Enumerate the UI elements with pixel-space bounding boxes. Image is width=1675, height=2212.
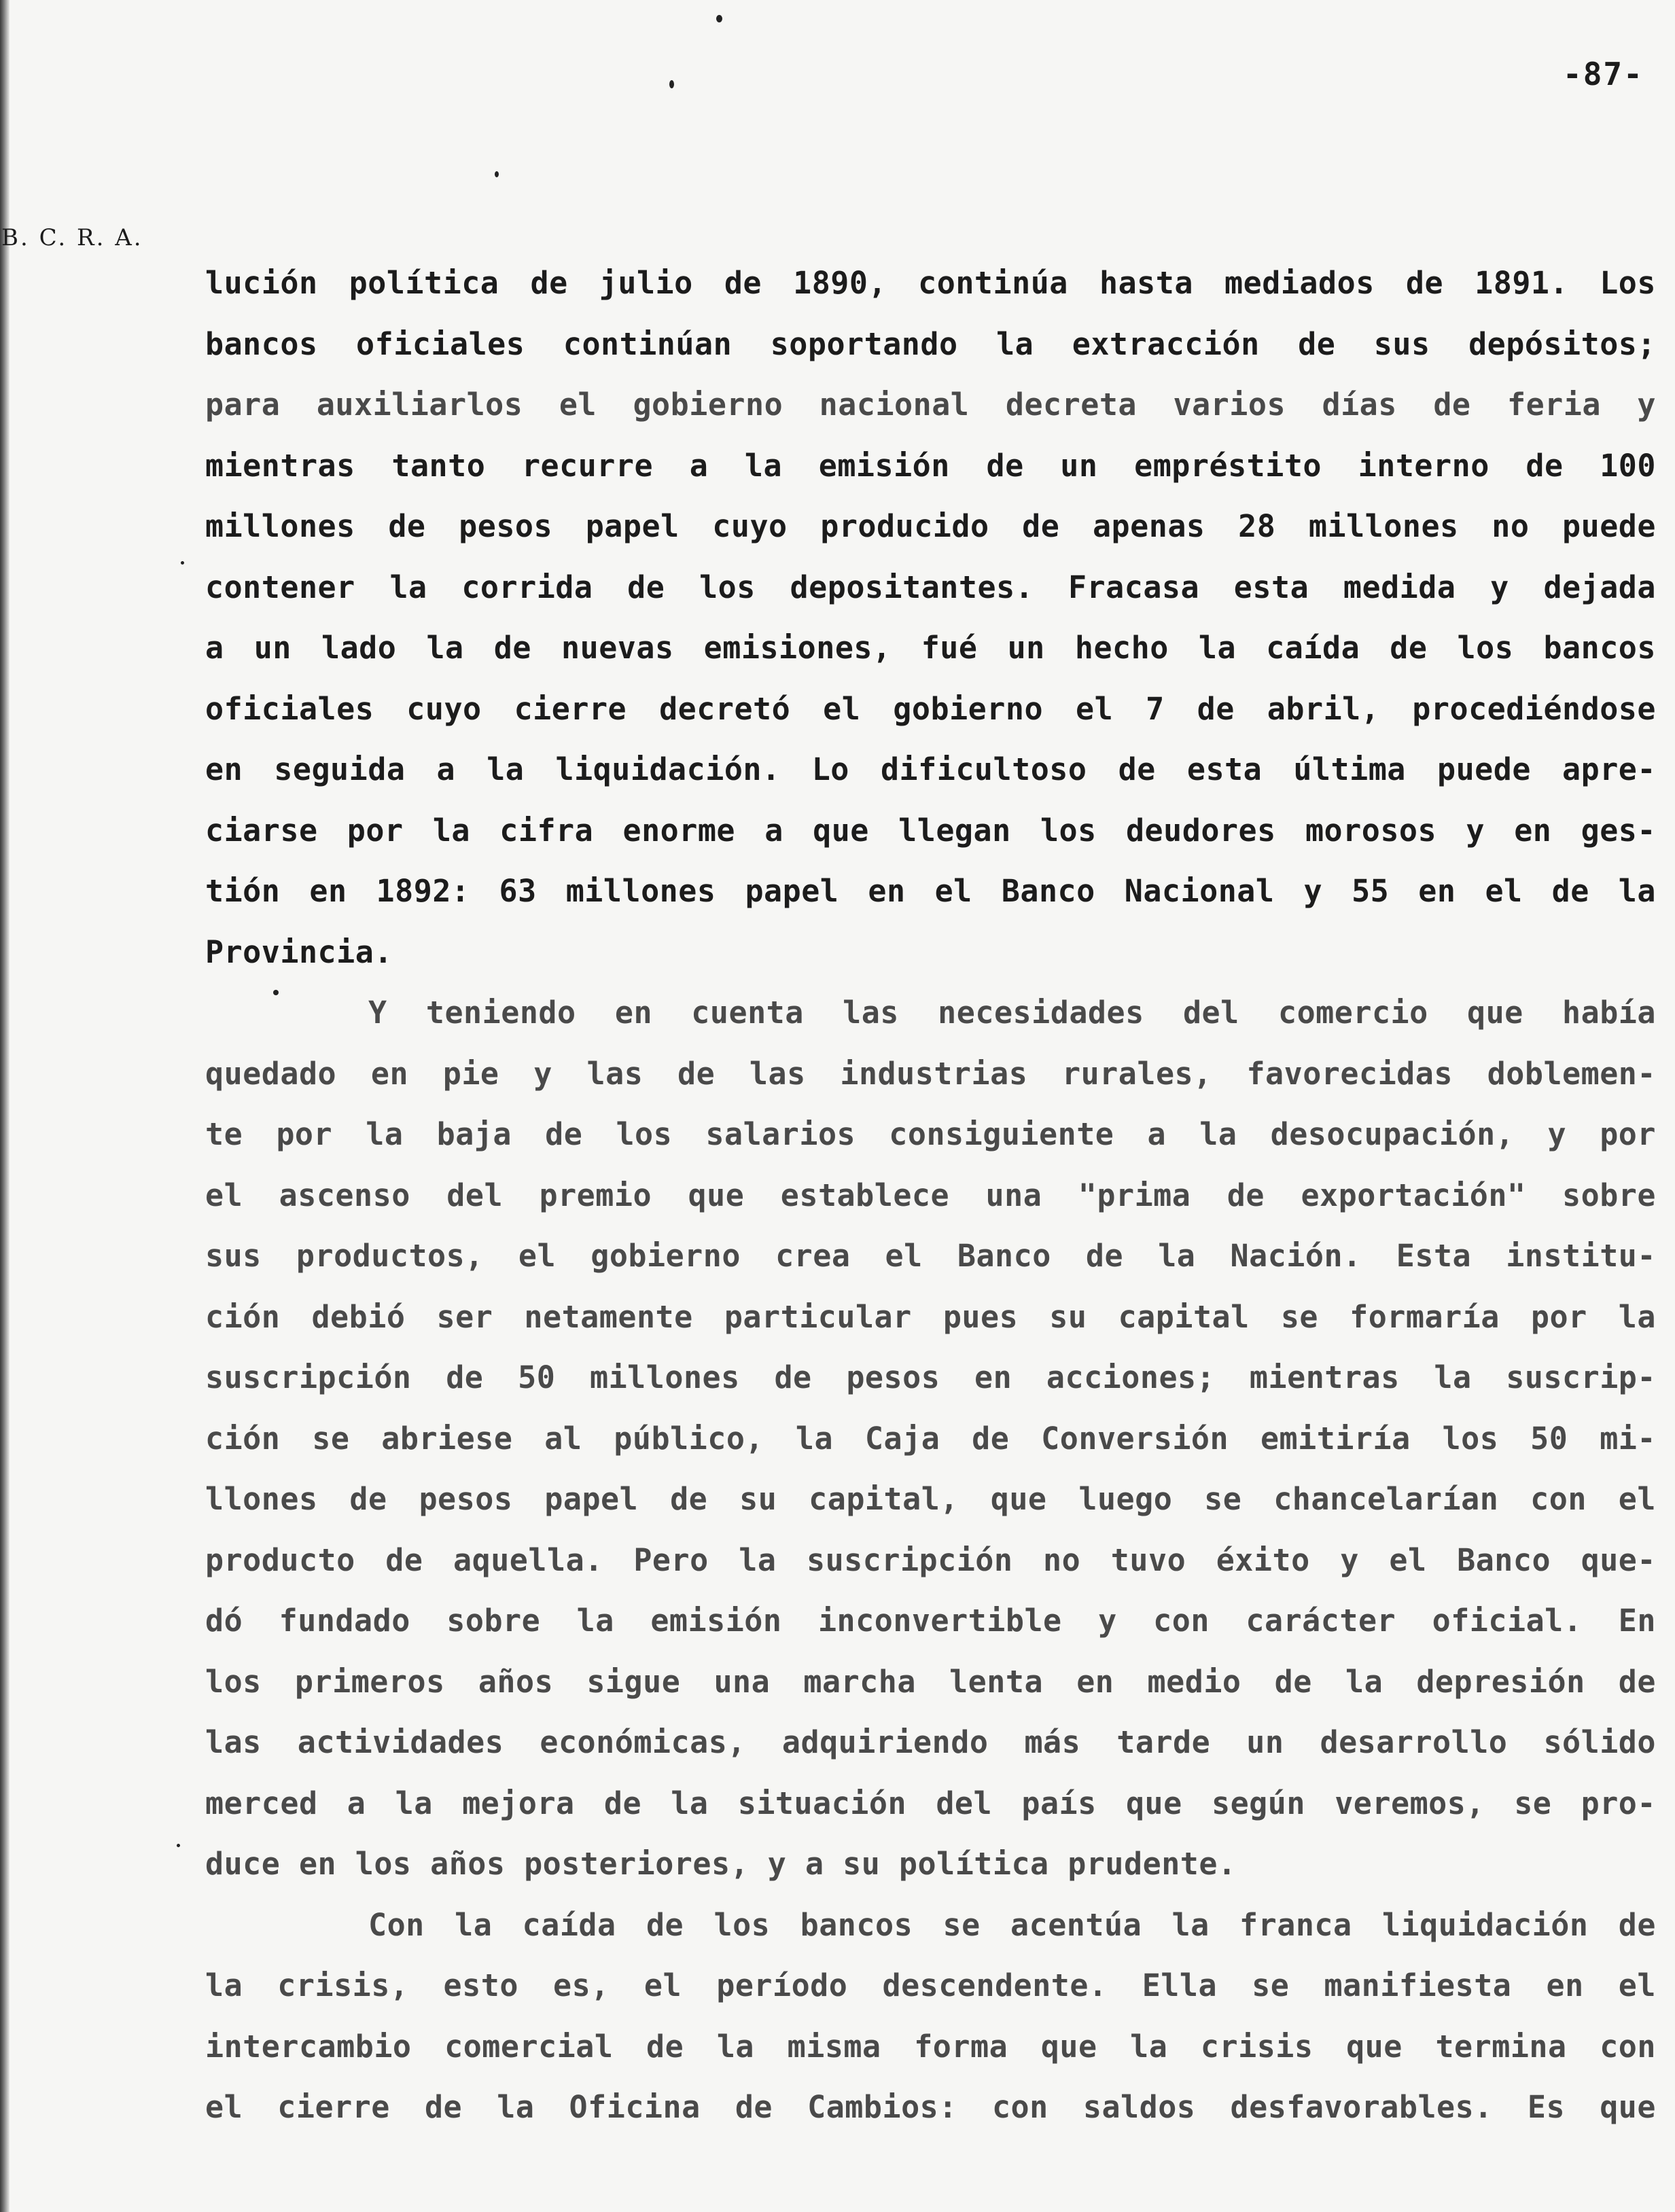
ink-speck	[716, 15, 722, 22]
text-line: ción se abriese al público, la Caja de Conversión emitiría los 50 mi-	[205, 1420, 1656, 1457]
text-line: a un lado la de nuevas emisiones, fué un hecho la caída de los bancos	[205, 630, 1656, 666]
text-line: los primeros años sigue una marcha lenta en medio de la depresión de	[205, 1663, 1656, 1700]
page-number: -87-	[1563, 56, 1644, 92]
text-line: intercambio comercial de la misma forma que la crisis que termina con	[205, 2028, 1656, 2065]
ink-speck	[669, 80, 674, 88]
text-line: el ascenso del premio que establece una "prima de exportación" sobre	[205, 1177, 1656, 1213]
ink-speck	[177, 1844, 180, 1847]
text-line: Con la caída de los bancos se acentúa la franca liquidación de	[368, 1906, 1656, 1943]
text-line: para auxiliarlos el gobierno nacional decreta varios días de feria y	[205, 387, 1656, 423]
text-line: las actividades económicas, adquiriendo más tarde un desarrollo sólido	[205, 1724, 1656, 1760]
margin-stamp: B. C. R. A.	[1, 224, 143, 251]
ink-speck	[495, 171, 499, 177]
text-line: te por la baja de los salarios consiguiente a la desocupación, y por	[205, 1116, 1656, 1152]
ink-speck	[181, 561, 184, 565]
body-text	[205, 253, 1656, 2138]
text-line: oficiales cuyo cierre decretó el gobierno el 7 de abril, procediéndose	[205, 690, 1656, 727]
text-line: en seguida a la liquidación. Lo dificultoso de esta última puede apre-	[205, 751, 1656, 787]
text-line: contener la corrida de los depositantes. Fracasa esta medida y dejada	[205, 569, 1656, 605]
text-line: llones de pesos papel de su capital, que luego se chancelarían con el	[205, 1481, 1656, 1517]
text-line: bancos oficiales continúan soportando la extracción de sus depósitos;	[205, 325, 1656, 362]
text-line: Y teniendo en cuenta las necesidades del comercio que había	[368, 995, 1656, 1031]
text-line: duce en los años posteriores, y a su política prudente.	[205, 1846, 1237, 1882]
text-line: sus productos, el gobierno crea el Banco de la Nación. Esta institu-	[205, 1238, 1656, 1274]
text-line: el cierre de la Oficina de Cambios: con saldos desfavorables. Es que	[205, 2089, 1656, 2125]
text-line: la crisis, esto es, el período descendente. Ella se manifiesta en el	[205, 1967, 1656, 2003]
text-line: millones de pesos papel cuyo producido de apenas 28 millones no puede	[205, 508, 1656, 544]
text-line: producto de aquella. Pero la suscripción no tuvo éxito y el Banco que-	[205, 1541, 1656, 1578]
text-line: ción debió ser netamente particular pues su capital se formaría por la	[205, 1298, 1656, 1335]
text-line: Provincia.	[205, 933, 393, 970]
text-line: lución política de julio de 1890, continúa hasta mediados de 1891. Los	[205, 265, 1656, 301]
binding-edge	[0, 0, 10, 2212]
text-line: tión en 1892: 63 millones papel en el Banco Nacional y 55 en el de la	[205, 873, 1656, 909]
text-line: merced a la mejora de la situación del país que según veremos, se pro-	[205, 1785, 1656, 1821]
text-line: ciarse por la cifra enorme a que llegan los deudores morosos y en ges-	[205, 812, 1656, 849]
text-line: suscripción de 50 millones de pesos en acciones; mientras la suscrip-	[205, 1359, 1656, 1395]
text-line: mientras tanto recurre a la emisión de un empréstito interno de 100	[205, 447, 1656, 484]
text-line: quedado en pie y las de las industrias rurales, favorecidas doblemen-	[205, 1055, 1656, 1092]
text-line: dó fundado sobre la emisión inconvertible y con carácter oficial. En	[205, 1603, 1656, 1639]
